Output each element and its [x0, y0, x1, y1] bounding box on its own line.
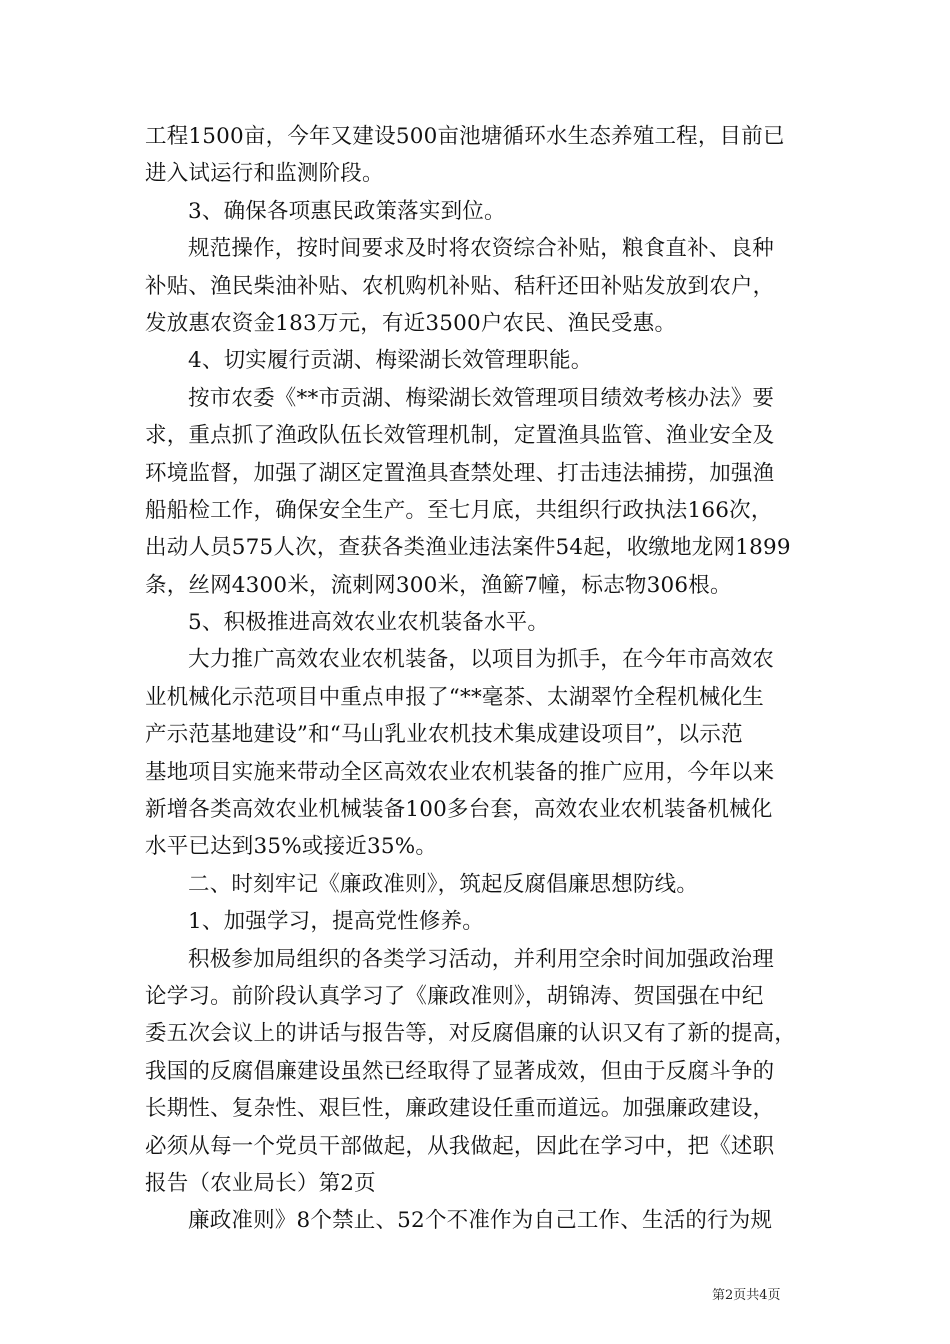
section-heading: 二、时刻牢记《廉政准则》，筑起反腐倡廉思想防线。	[188, 871, 699, 897]
paragraph-line: 按市农委《**市贡湖、梅梁湖长效管理项目绩效考核办法》要	[188, 385, 775, 411]
paragraph-line: 出动人员575人次，查获各类渔业违法案件54起，收缴地龙网1899	[145, 535, 791, 561]
section-heading: 5、积极推进高效农业农机装备水平。	[188, 610, 550, 636]
paragraph-line: 求，重点抓了渔政队伍长效管理机制，定置渔具监管、渔业安全及	[145, 423, 775, 449]
paragraph-line: 我国的反腐倡廉建设虽然已经取得了显著成效，但由于反腐斗争的	[145, 1058, 775, 1084]
paragraph-line: 基地项目实施来带动全区高效农业农机装备的推广应用，今年以来	[145, 759, 775, 785]
paragraph-line: 条，丝网4300米，流刺网300米，渔簖7幢，标志物306根。	[145, 572, 732, 598]
paragraph-line: 环境监督，加强了湖区定置渔具查禁处理、打击违法捕捞，加强渔	[145, 460, 775, 486]
paragraph-line: 新增各类高效农业机械装备100多台套，高效农业农机装备机械化	[145, 797, 773, 823]
page-number-footer: 第2页共4页	[712, 1288, 781, 1303]
section-heading: 4、切实履行贡湖、梅梁湖长效管理职能。	[188, 348, 593, 374]
paragraph-line: 积极参加局组织的各类学习活动，并利用空余时间加强政治理	[188, 946, 774, 972]
paragraph-line: 船船检工作，确保安全生产。至七月底，共组织行政执法166次，	[145, 497, 773, 523]
section-heading: 3、确保各项惠民政策落实到位。	[188, 198, 506, 224]
paragraph-line: 补贴、渔民柴油补贴、农机购机补贴、秸秆还田补贴发放到农户，	[145, 273, 775, 299]
paragraph-line: 委五次会议上的讲话与报告等，对反腐倡廉的认识又有了新的提高，	[145, 1021, 797, 1047]
paragraph-line: 工程1500亩，今年又建设500亩池塘循环水生态养殖工程，目前已	[145, 124, 785, 149]
document-body	[145, 118, 810, 1240]
paragraph-line: 产示范基地建设”和“马山乳业农机技术集成建设项目”，以示范	[145, 722, 743, 748]
paragraph-line: 大力推广高效农业农机装备，以项目为抓手，在今年市高效农	[188, 647, 774, 673]
paragraph-line: 发放惠农资金183万元，有近3500户农民、渔民受惠。	[145, 310, 677, 336]
paragraph-line: 规范操作，按时间要求及时将农资综合补贴，粮食直补、良种	[188, 236, 774, 262]
section-heading: 1、加强学习，提高党性修养。	[188, 909, 484, 935]
paragraph-line: 长期性、复杂性、艰巨性，廉政建设任重而道远。加强廉政建设，	[145, 1096, 775, 1122]
paragraph-line: 进入试运行和监测阶段。	[145, 161, 384, 187]
paragraph-line: 业机械化示范项目中重点申报了“**毫茶、太湖翠竹全程机械化生	[145, 684, 764, 710]
paragraph-line: 必须从每一个党员干部做起，从我做起，因此在学习中，把《述职	[145, 1133, 775, 1159]
paragraph-line: 廉政准则》8个禁止、52个不准作为自己工作、生活的行为规	[188, 1208, 773, 1234]
paragraph-line: 报告（农业局长）第2页	[145, 1170, 376, 1196]
paragraph-line: 水平已达到35%或接近35%。	[145, 834, 438, 860]
paragraph-line: 论学习。前阶段认真学习了《廉政准则》，胡锦涛、贺国强在中纪	[145, 983, 764, 1009]
